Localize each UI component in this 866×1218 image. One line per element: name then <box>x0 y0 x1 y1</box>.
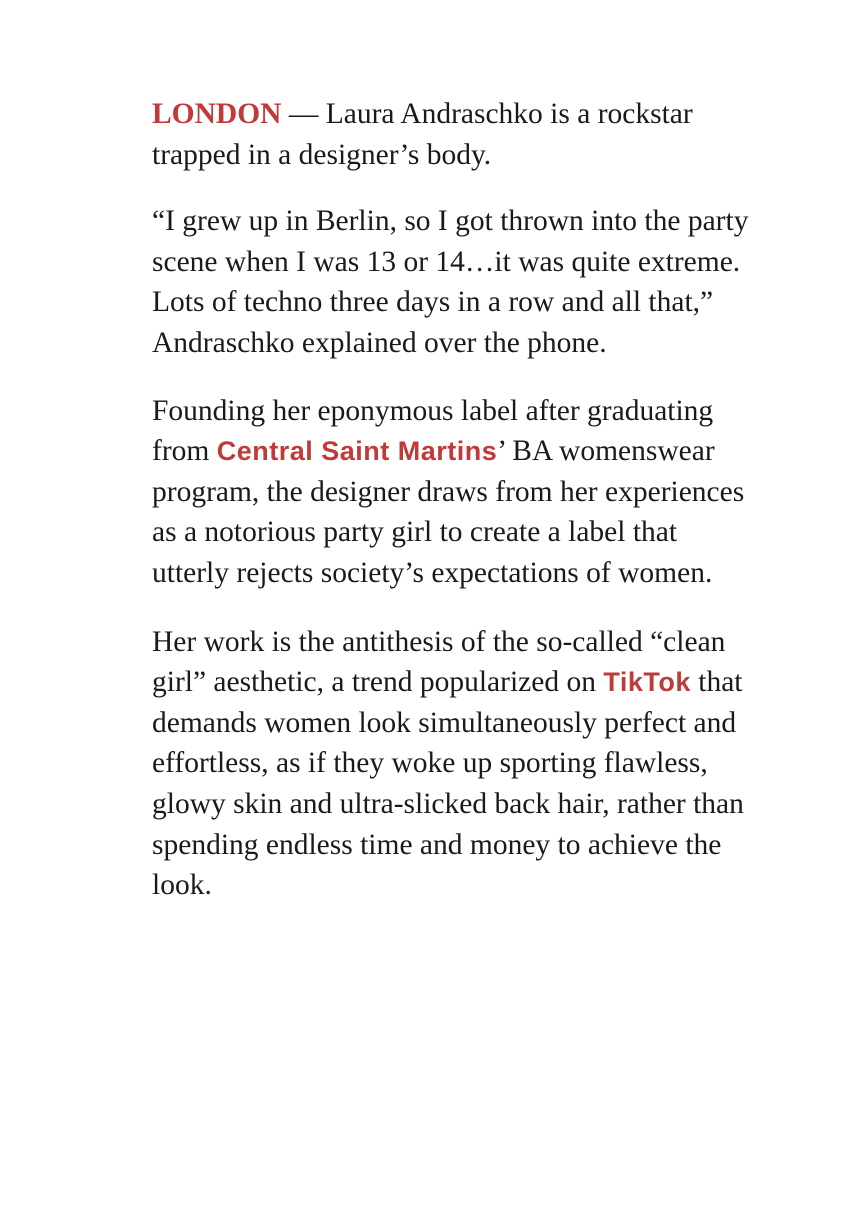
paragraph-3-text-after: ’ BA womenswear program, the designer draws from her experiences as a notorious party girl to create a label that utterly rejects society’s expectations of women. <box>152 435 745 589</box>
paragraph-2-text: “I grew up in Berlin, so I got thrown into the party scene when I was 13 or 14…it was quite extreme. Lots of techno three days in a row and all that,” Andraschko explained over the phone. <box>152 205 749 359</box>
tiktok-link[interactable]: TikTok <box>603 667 691 698</box>
paragraph-4-text-after: that demands women look simultaneously perfect and effortless, as if they woke up sporting flawless, glowy skin and ultra-slicked back hair, rather than spending endless time and money to achieve the look. <box>152 666 744 902</box>
dateline: LONDON <box>152 98 282 130</box>
article-body <box>152 94 752 906</box>
central-saint-martins-link[interactable]: Central Saint Martins <box>216 436 498 467</box>
paragraph-4-text-before: Her work is the antithesis of the so-called “clean girl” aesthetic, a trend popularized on <box>152 625 726 699</box>
paragraph-4 <box>152 622 752 906</box>
paragraph-3 <box>152 391 752 594</box>
paragraph-3-text-before: Founding her eponymous label after graduating from <box>152 394 714 468</box>
paragraph-1-text: — Laura Andraschko is a rockstar trapped in a designer’s body. <box>152 98 693 171</box>
paragraph-1 <box>152 94 752 175</box>
paragraph-2 <box>152 201 752 363</box>
